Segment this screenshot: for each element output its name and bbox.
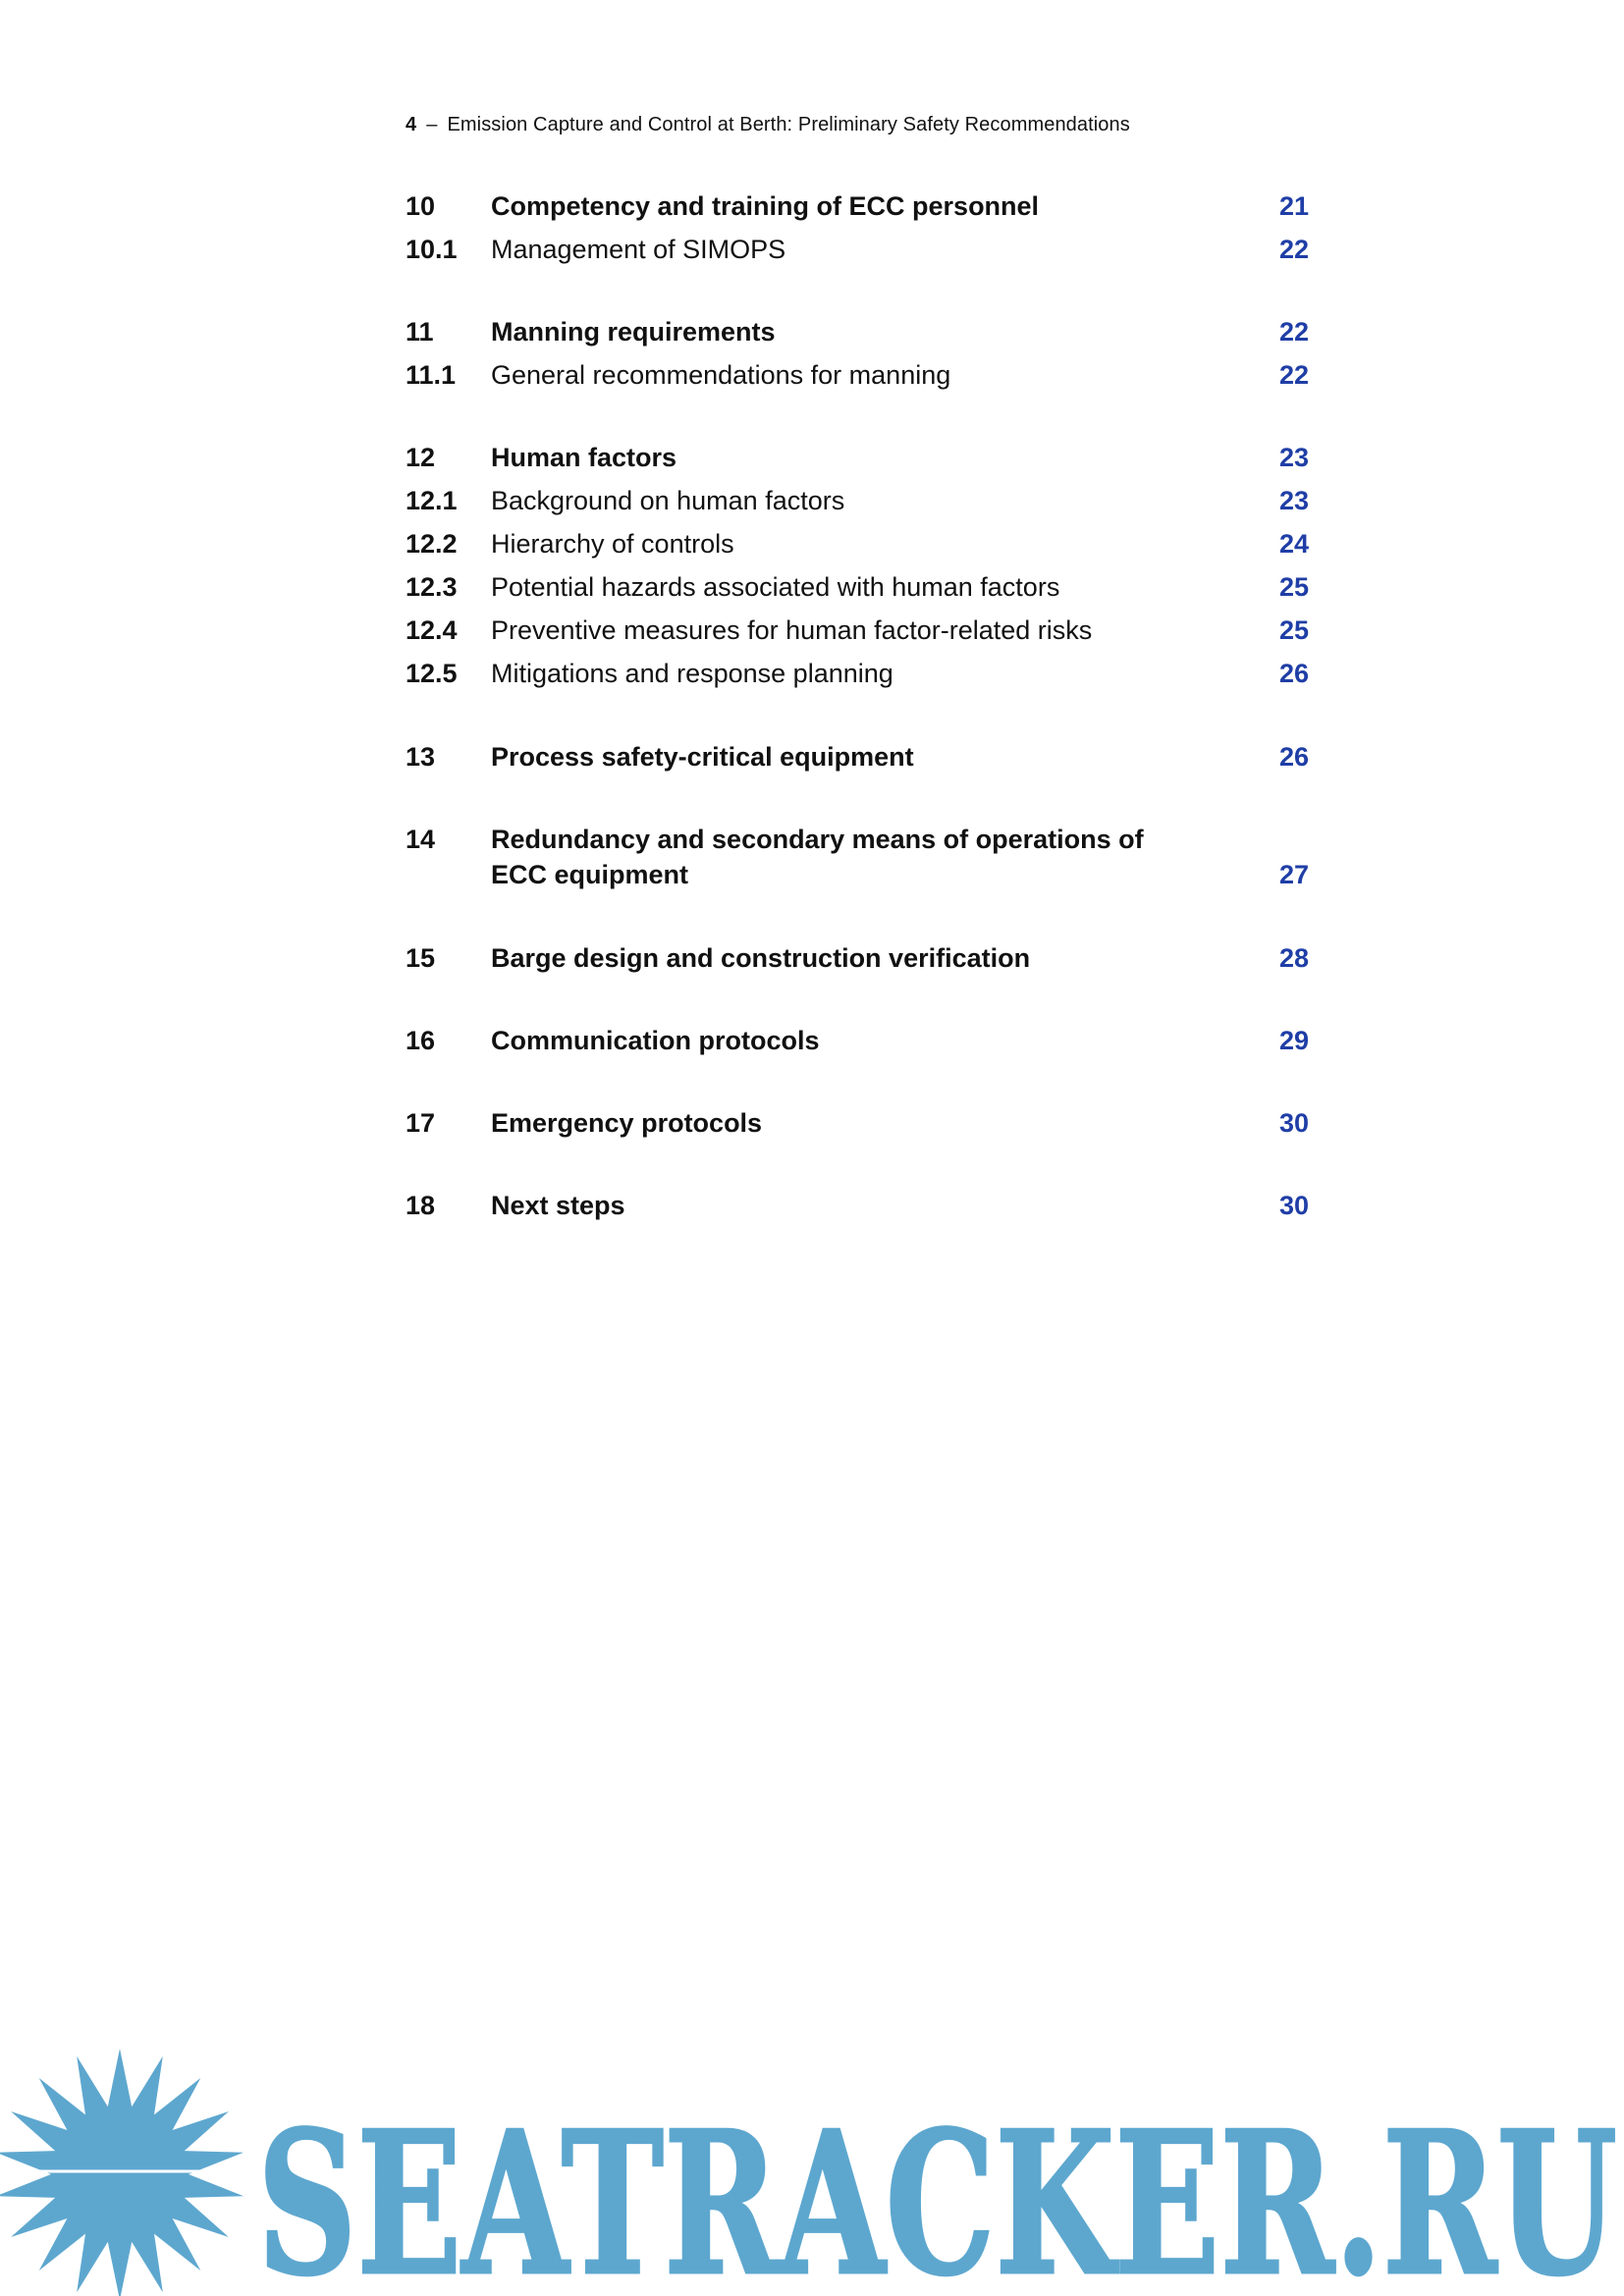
toc-entry-number: 12.1 xyxy=(406,486,458,515)
toc-entry-title: Emergency protocols xyxy=(491,1108,763,1138)
toc-entry-page-link[interactable]: 25 xyxy=(1278,615,1309,645)
toc-entry-number: 13 xyxy=(406,742,436,772)
toc-entry-number: 10 xyxy=(406,191,436,221)
toc-entry-title: Potential hazards associated with human factors xyxy=(491,572,1060,602)
toc-entry-page-link[interactable]: 29 xyxy=(1278,1026,1309,1055)
toc-entry-title: Next steps xyxy=(491,1191,625,1220)
toc-entry-page-link[interactable]: 28 xyxy=(1278,943,1309,973)
toc-entry-page-link[interactable]: 22 xyxy=(1278,317,1309,347)
running-header xyxy=(406,114,1130,136)
toc-entry-page-link[interactable]: 26 xyxy=(1278,659,1309,688)
toc-entry-title: Process safety-critical equipment xyxy=(491,742,914,772)
toc-entry-title: Competency and training of ECC personnel xyxy=(491,191,1040,221)
toc-entry-page-link[interactable]: 23 xyxy=(1278,486,1309,515)
toc-entry-number: 11 xyxy=(406,317,434,347)
toc-entry-14[interactable] xyxy=(406,822,1309,892)
toc-entry-page-link[interactable]: 30 xyxy=(1278,1191,1309,1220)
toc-entry-page-link[interactable]: 23 xyxy=(1278,443,1309,472)
toc-entry-page-link[interactable]: 25 xyxy=(1278,572,1309,602)
toc-entry-title xyxy=(491,822,1144,892)
toc-entry-page-link[interactable]: 30 xyxy=(1278,1108,1309,1138)
toc-entry-number: 14 xyxy=(406,825,436,854)
toc-entry-page-link[interactable]: 22 xyxy=(1278,235,1309,264)
toc-entry-number: 12.3 xyxy=(406,572,458,602)
toc-entry-number: 17 xyxy=(406,1108,436,1138)
toc-entry-title-line-1: Redundancy and secondary means of operations of xyxy=(491,825,1144,854)
toc-entry-page-link[interactable]: 22 xyxy=(1278,360,1309,390)
seatracker-watermark xyxy=(0,2047,1624,2296)
toc-entry-number: 16 xyxy=(406,1026,436,1055)
toc-entry-number: 10.1 xyxy=(406,235,458,264)
watermark-text: SEATRACKER.RU xyxy=(257,2089,1617,2296)
toc-entry-title: Background on human factors xyxy=(491,486,845,515)
toc-entry-title: Human factors xyxy=(491,443,677,472)
toc-entry-number: 12.4 xyxy=(406,615,458,645)
header-page-number: 4 xyxy=(406,114,417,135)
toc-entry-number: 12 xyxy=(406,443,436,472)
toc-entry-number: 12.2 xyxy=(406,529,458,559)
toc-entry-page-link[interactable]: 24 xyxy=(1278,529,1309,559)
toc-entry-page-link[interactable]: 21 xyxy=(1278,191,1309,221)
toc-entry-title-line-2: ECC equipment xyxy=(491,860,689,889)
toc-entry-number: 12.5 xyxy=(406,659,458,688)
toc-entry-number: 15 xyxy=(406,943,436,973)
header-document-title: Emission Capture and Control at Berth: Preliminary Safety Recommendations xyxy=(447,114,1130,135)
toc-entry-title: Mitigations and response planning xyxy=(491,659,893,688)
toc-entry-title: Communication protocols xyxy=(491,1026,820,1055)
toc-entry-title: Manning requirements xyxy=(491,317,776,347)
toc-entry-page-link[interactable]: 27 xyxy=(1278,860,1309,889)
toc-entry-title: Management of SIMOPS xyxy=(491,235,786,264)
toc-entry-number: 18 xyxy=(406,1191,436,1220)
toc-entry-title: Preventive measures for human factor-related risks xyxy=(491,615,1093,645)
toc-entry-title: Barge design and construction verification xyxy=(491,943,1031,973)
toc-entry-number: 11.1 xyxy=(406,360,457,390)
toc-entry-page-link[interactable]: 26 xyxy=(1278,742,1309,772)
header-separator: – xyxy=(426,114,438,135)
toc-entry-title: General recommendations for manning xyxy=(491,360,951,390)
toc-entry-title: Hierarchy of controls xyxy=(491,529,734,559)
